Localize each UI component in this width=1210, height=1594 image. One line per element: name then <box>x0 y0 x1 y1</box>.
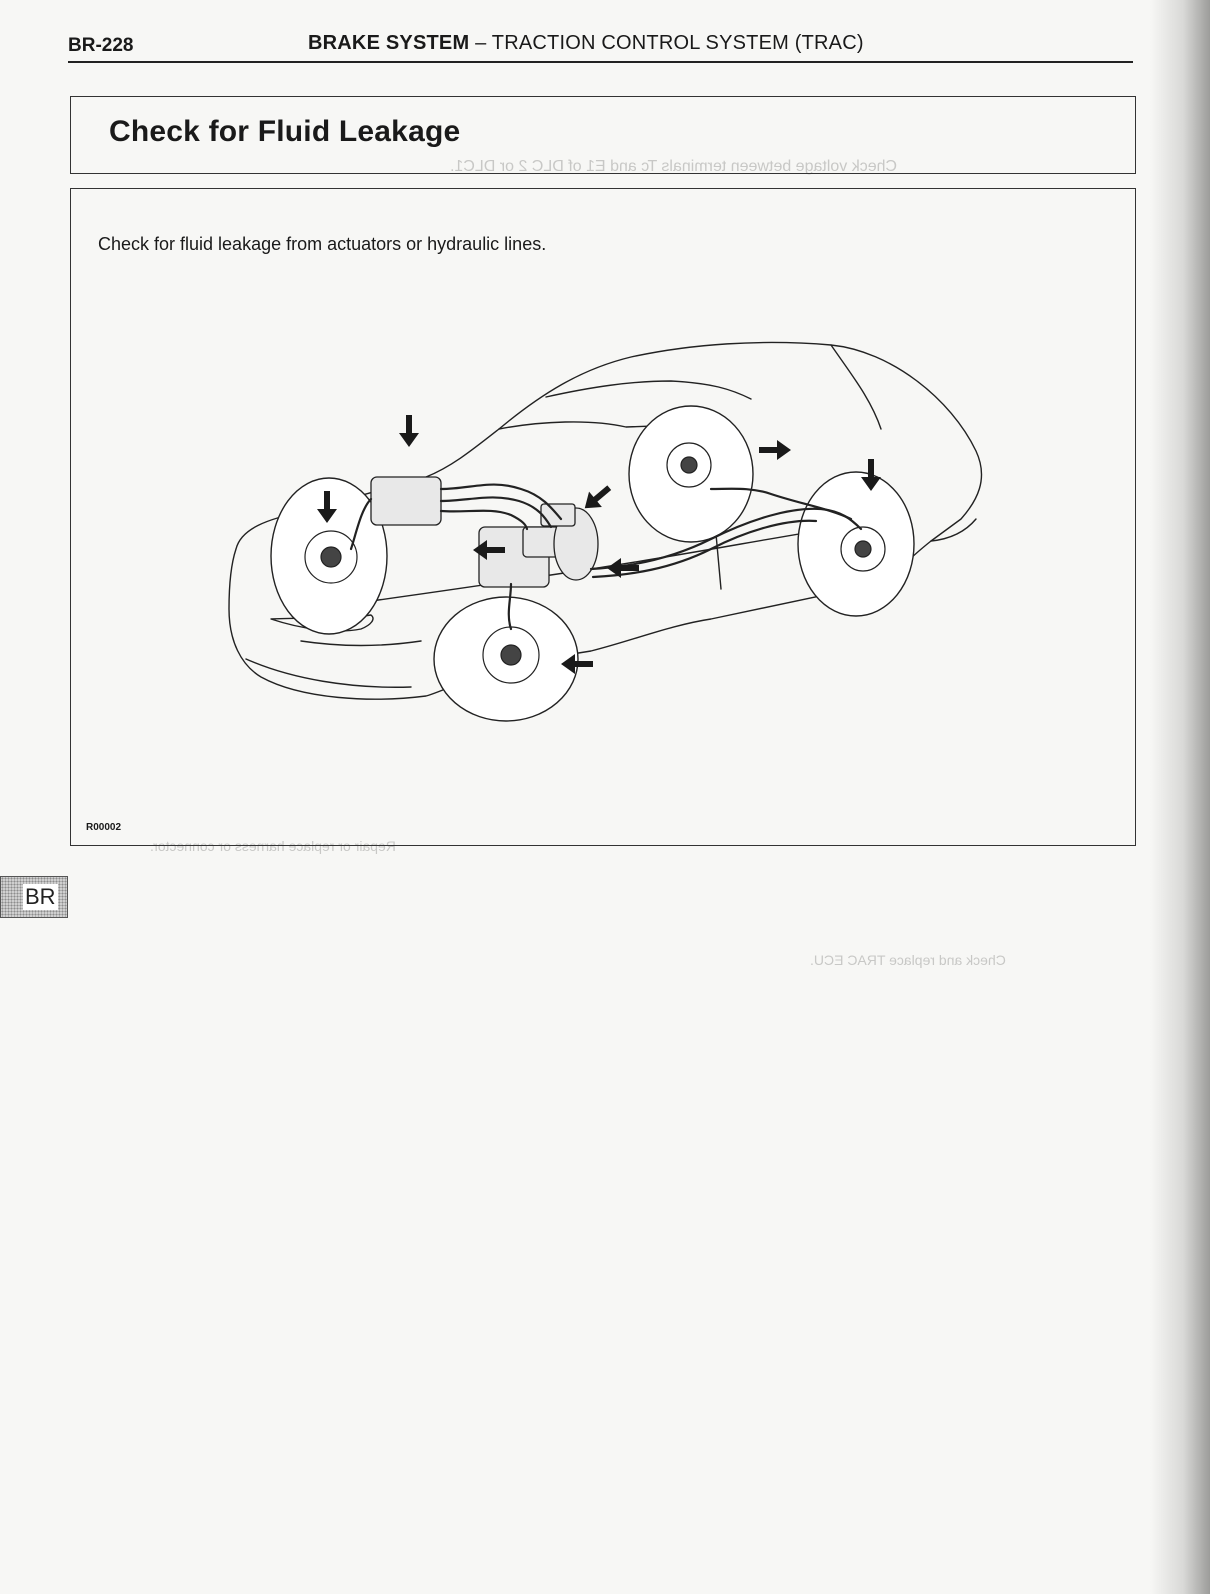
procedure-title: Check for Fluid Leakage <box>109 115 461 148</box>
grille-line <box>301 641 421 646</box>
page-header <box>68 32 1133 62</box>
bleed-through-text: Repair or replace harness or connector. <box>150 838 396 854</box>
procedure-title-box <box>70 96 1136 174</box>
rear-bumper <box>931 519 976 541</box>
section-tab-label: BR <box>25 884 56 909</box>
figure-code: R00002 <box>86 822 122 833</box>
windshield-line <box>546 381 751 399</box>
rear-window-line <box>831 345 881 429</box>
arrow-icon <box>399 415 419 447</box>
page-edge-shadow <box>1150 0 1210 1594</box>
front-bumper <box>246 659 411 687</box>
section-title <box>308 32 864 55</box>
trac-actuator <box>371 477 441 525</box>
header-rule <box>68 61 1133 63</box>
page-number: BR-228 <box>68 35 134 56</box>
bleed-through-text: Check and replace TRAC ECU. <box>810 952 1006 968</box>
arrow-group <box>317 415 881 674</box>
section-title-rest: – TRACTION CONTROL SYSTEM (TRAC) <box>469 32 864 54</box>
section-tab <box>0 876 68 918</box>
hydraulic-line <box>441 511 527 529</box>
section-title-bold: BRAKE SYSTEM <box>308 32 470 54</box>
arrow-icon <box>759 440 791 460</box>
figure-box <box>70 188 1136 846</box>
car-brake-line-diagram <box>71 189 1137 847</box>
bleed-through-text: Check voltage between terminals Tc and E1 of DLC 2 or DLC1. <box>450 158 898 175</box>
instruction-text: Check for fluid leakage from actuators or hydraulic lines. <box>98 234 547 254</box>
